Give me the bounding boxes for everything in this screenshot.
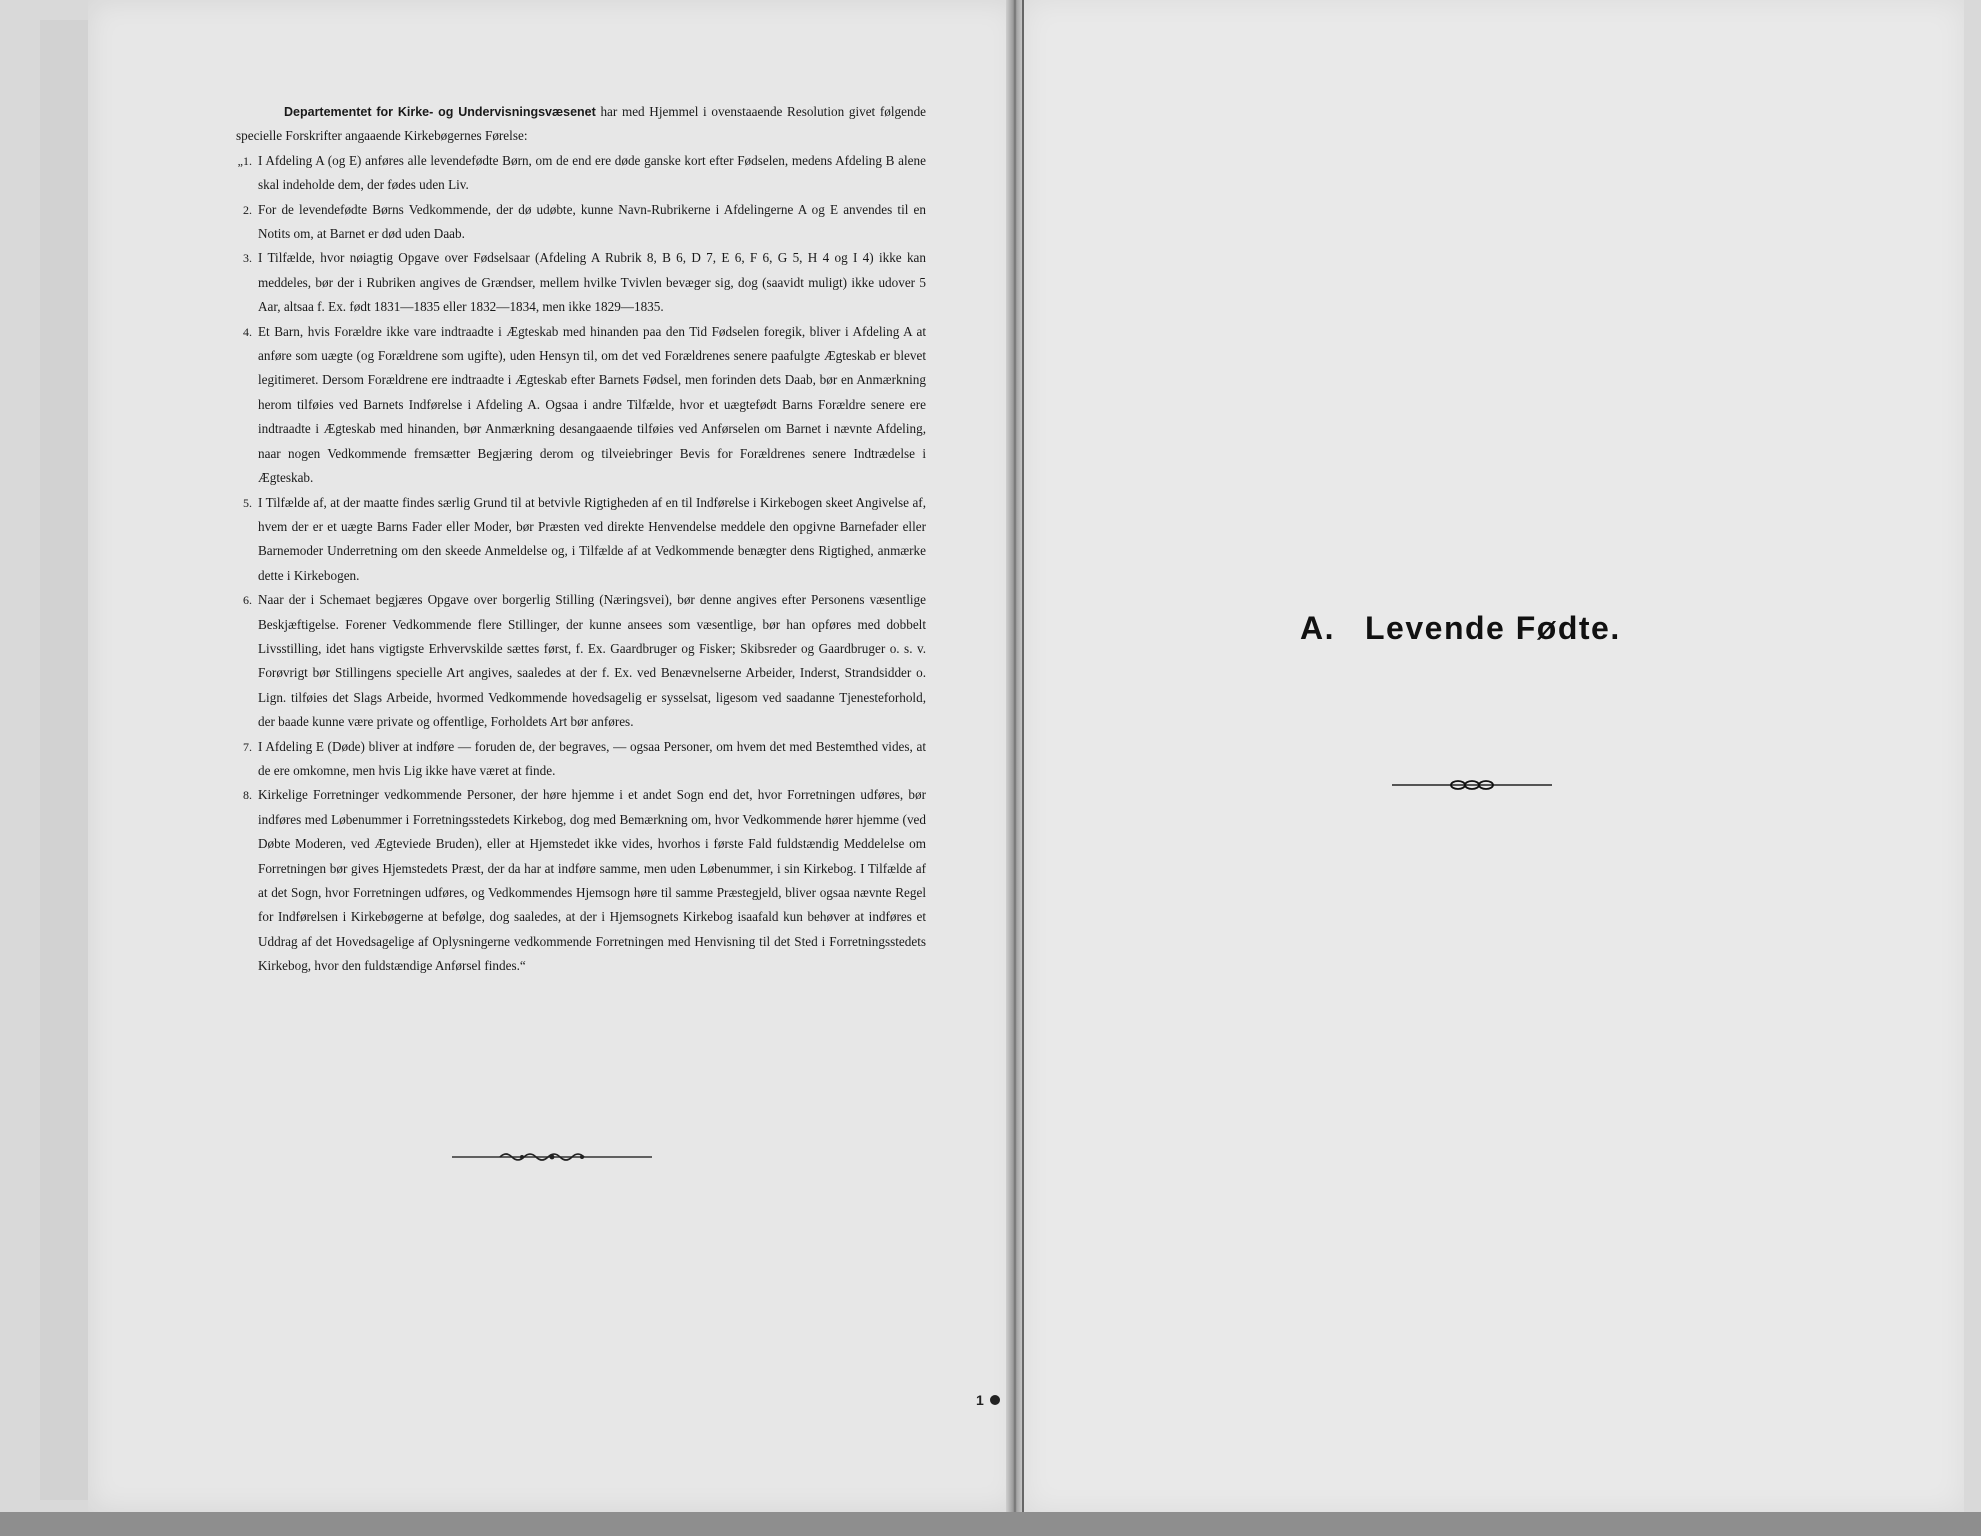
department-name: Departementet for Kirke- og Undervisningsvæsenet bbox=[284, 105, 596, 119]
rule-text: Et Barn, hvis Forældre ikke vare indtraadte i Ægteskab med hinanden paa den Tid Fødselen foregik, bliver i Afdeling A at anføre som uægte (og Forældrene som ugifte), uden Hensyn til, om det ved Forældrenes senere paafulgte Ægteskab er blevet legitimeret. Dersom Forældrene ere indtraadte i Ægteskab efter Barnets Fødsel, men forinden dets Daab, bør en Anmærkning herom tilføies ved Barnets Indførelse i Afdeling A. Ogsaa i andre Tilfælde, hvor et uægtefødt Barns Forældre senere ere indtraadte i Ægteskab med hinanden, bør Anmærkning desangaaende tilføies ved Anførselen om Barnet i nævnte Afdeling, naar nogen Vedkommende fremsætter Begjæring derom og tilveiebringer Bevis for Forældrenes senere Indtrædelse i Ægteskab. bbox=[258, 323, 926, 486]
rule-number: 7. bbox=[243, 739, 252, 754]
ink-blot bbox=[990, 1395, 1000, 1405]
rule-number: 6. bbox=[243, 593, 252, 608]
rule-number: 5. bbox=[243, 495, 252, 510]
rule-item bbox=[236, 320, 926, 491]
rule-number: „1. bbox=[237, 153, 252, 168]
rules-list bbox=[236, 149, 926, 979]
section-title: Levende Fødte. bbox=[1365, 610, 1621, 646]
left-page-ornament bbox=[452, 1148, 652, 1164]
ornament-line-icon bbox=[452, 1148, 652, 1164]
scan-bottom-edge bbox=[0, 1512, 1981, 1536]
rule-item bbox=[236, 735, 926, 784]
intro-paragraph bbox=[236, 100, 926, 149]
rule-text: I Tilfælde, hvor nøiagtig Opgave over Fødselsaar (Afdeling A Rubrik 8, B 6, D 7, E 6, F 6, G 5, H 4 og I 4) ikke kan meddeles, bør der i Rubriken angives de Grændser, mellem hvilke Tvivlen bevæger sig, dog (saavidt muligt) ikke udover 5 Aar, altsaa f. Ex. født 1831—1835 eller 1832—1834, men ikke 1829—1835. bbox=[258, 250, 926, 315]
rule-item bbox=[236, 588, 926, 734]
right-page-ornament bbox=[1392, 776, 1552, 792]
rule-text: I Afdeling E (Døde) bliver at indføre — foruden de, der begraves, — ogsaa Personer, om hvem det med Bestemthed vides, at de ere omkomne, men hvis Lig ikke have været at finde. bbox=[258, 738, 926, 778]
regulations-text bbox=[236, 100, 926, 979]
rule-text: Kirkelige Forretninger vedkommende Personer, der høre hjemme i et andet Sogn end det, hvor Forretningen udføres, bør indføres med Løbenummer i Forretningsstedets Kirkebog, dog med Bemærkning om, hvor Vedkommende hører hjemme (ved Døbte Moderen, ved Ægteviede Bruden), eller at Hjemstedet ikke vides, hvorhos i første Fald fuldstændig Meddelelse om Forretningen bør gives Hjemstedets Præst, der da har at indføre samme, men uden Løbenummer, i sin Kirkebog. I Tilfælde af at det Sogn, hvor Forretningen udføres, og Vedkommendes Hjemsogn høre til samme Præstegjeld, bliver ogsaa nævnte Regel for Indførelsen i Kirkebøgerne at befølge, dog saaledes, at der i Hjemsognets Kirkebog isaafald kun behøver at indføres et Uddrag af det Hovedsagelige af Oplysningerne vedkommende Forretningen med Henvisning til det Sted i Forretningsstedets Kirkebog, hvor den fuldstændige Anførsel findes.“ bbox=[258, 787, 926, 974]
page-number-mark bbox=[976, 1392, 1000, 1408]
rule-item bbox=[236, 246, 926, 319]
rule-item bbox=[236, 198, 926, 247]
intro-text: har med Hjemmel i ovenstaaende Resolution givet følgende specielle Forskrifter angaaende Kirkebøgernes Førelse: bbox=[236, 104, 927, 144]
rule-number: 4. bbox=[243, 324, 252, 339]
rule-item bbox=[236, 783, 926, 978]
section-letter: A. bbox=[1300, 610, 1335, 646]
rule-text: I Afdeling A (og E) anføres alle levendefødte Børn, om de end ere døde ganske kort efter Fødselen, medens Afdeling B alene skal indeholde dem, der fødes uden Liv. bbox=[258, 152, 926, 193]
rule-number: 2. bbox=[243, 202, 252, 217]
rule-number: 8. bbox=[243, 788, 252, 803]
rule-text: For de levendefødte Børns Vedkommende, der dø udøbte, kunne Navn-Rubrikerne i Afdelingerne A og E anvendes til en Notits om, at Barnet er død uden Daab. bbox=[258, 201, 926, 242]
section-heading bbox=[1300, 610, 1621, 647]
ornament-line-icon bbox=[1392, 776, 1552, 792]
rule-item bbox=[236, 149, 926, 198]
right-page bbox=[1022, 0, 1964, 1512]
rule-item bbox=[236, 491, 926, 589]
rule-text: Naar der i Schemaet begjæres Opgave over borgerlig Stilling (Næringsvei), bør denne angives efter Personens væsentlige Beskjæftigelse. Forener Vedkommende flere Stillinger, der kunne ansees som væsentlige, bør han opføres med dobbelt Livsstilling, idet hans vigtigste Erhvervskilde sættes først, f. Ex. Gaardbruger og Fisker; Skibsreder og Gaardbruger o. s. v. Forøvrigt bør Stillingens specielle Art angives, saaledes at der f. Ex. ved Benævnelserne Arbeider, Inderst, Strandsidder o. Lign. tilføies det Slags Arbeide, hvormed Vedkommende hovedsagelig er sysselsat, ligesom ved saadanne Tjenesteforhold, der baade kunne være private og offentlige, Forholdets Art bør anføres. bbox=[258, 592, 926, 730]
rule-number: 3. bbox=[243, 251, 252, 266]
rule-text: I Tilfælde af, at der maatte findes særlig Grund til at betvivle Rigtigheden af en til Indførelse i Kirkebogen skeet Angivelse af, hvem der er et uægte Barns Fader eller Moder, bør Præsten ved direkte Henvendelse meddele den opgivne Barnefader eller Barnemoder Underretning om den skeede Anmeldelse og, i Tilfælde af at Vedkommende benægter dens Rigtighed, anmærke dette i Kirkebogen. bbox=[258, 494, 926, 583]
page-number: 1 bbox=[976, 1392, 984, 1408]
